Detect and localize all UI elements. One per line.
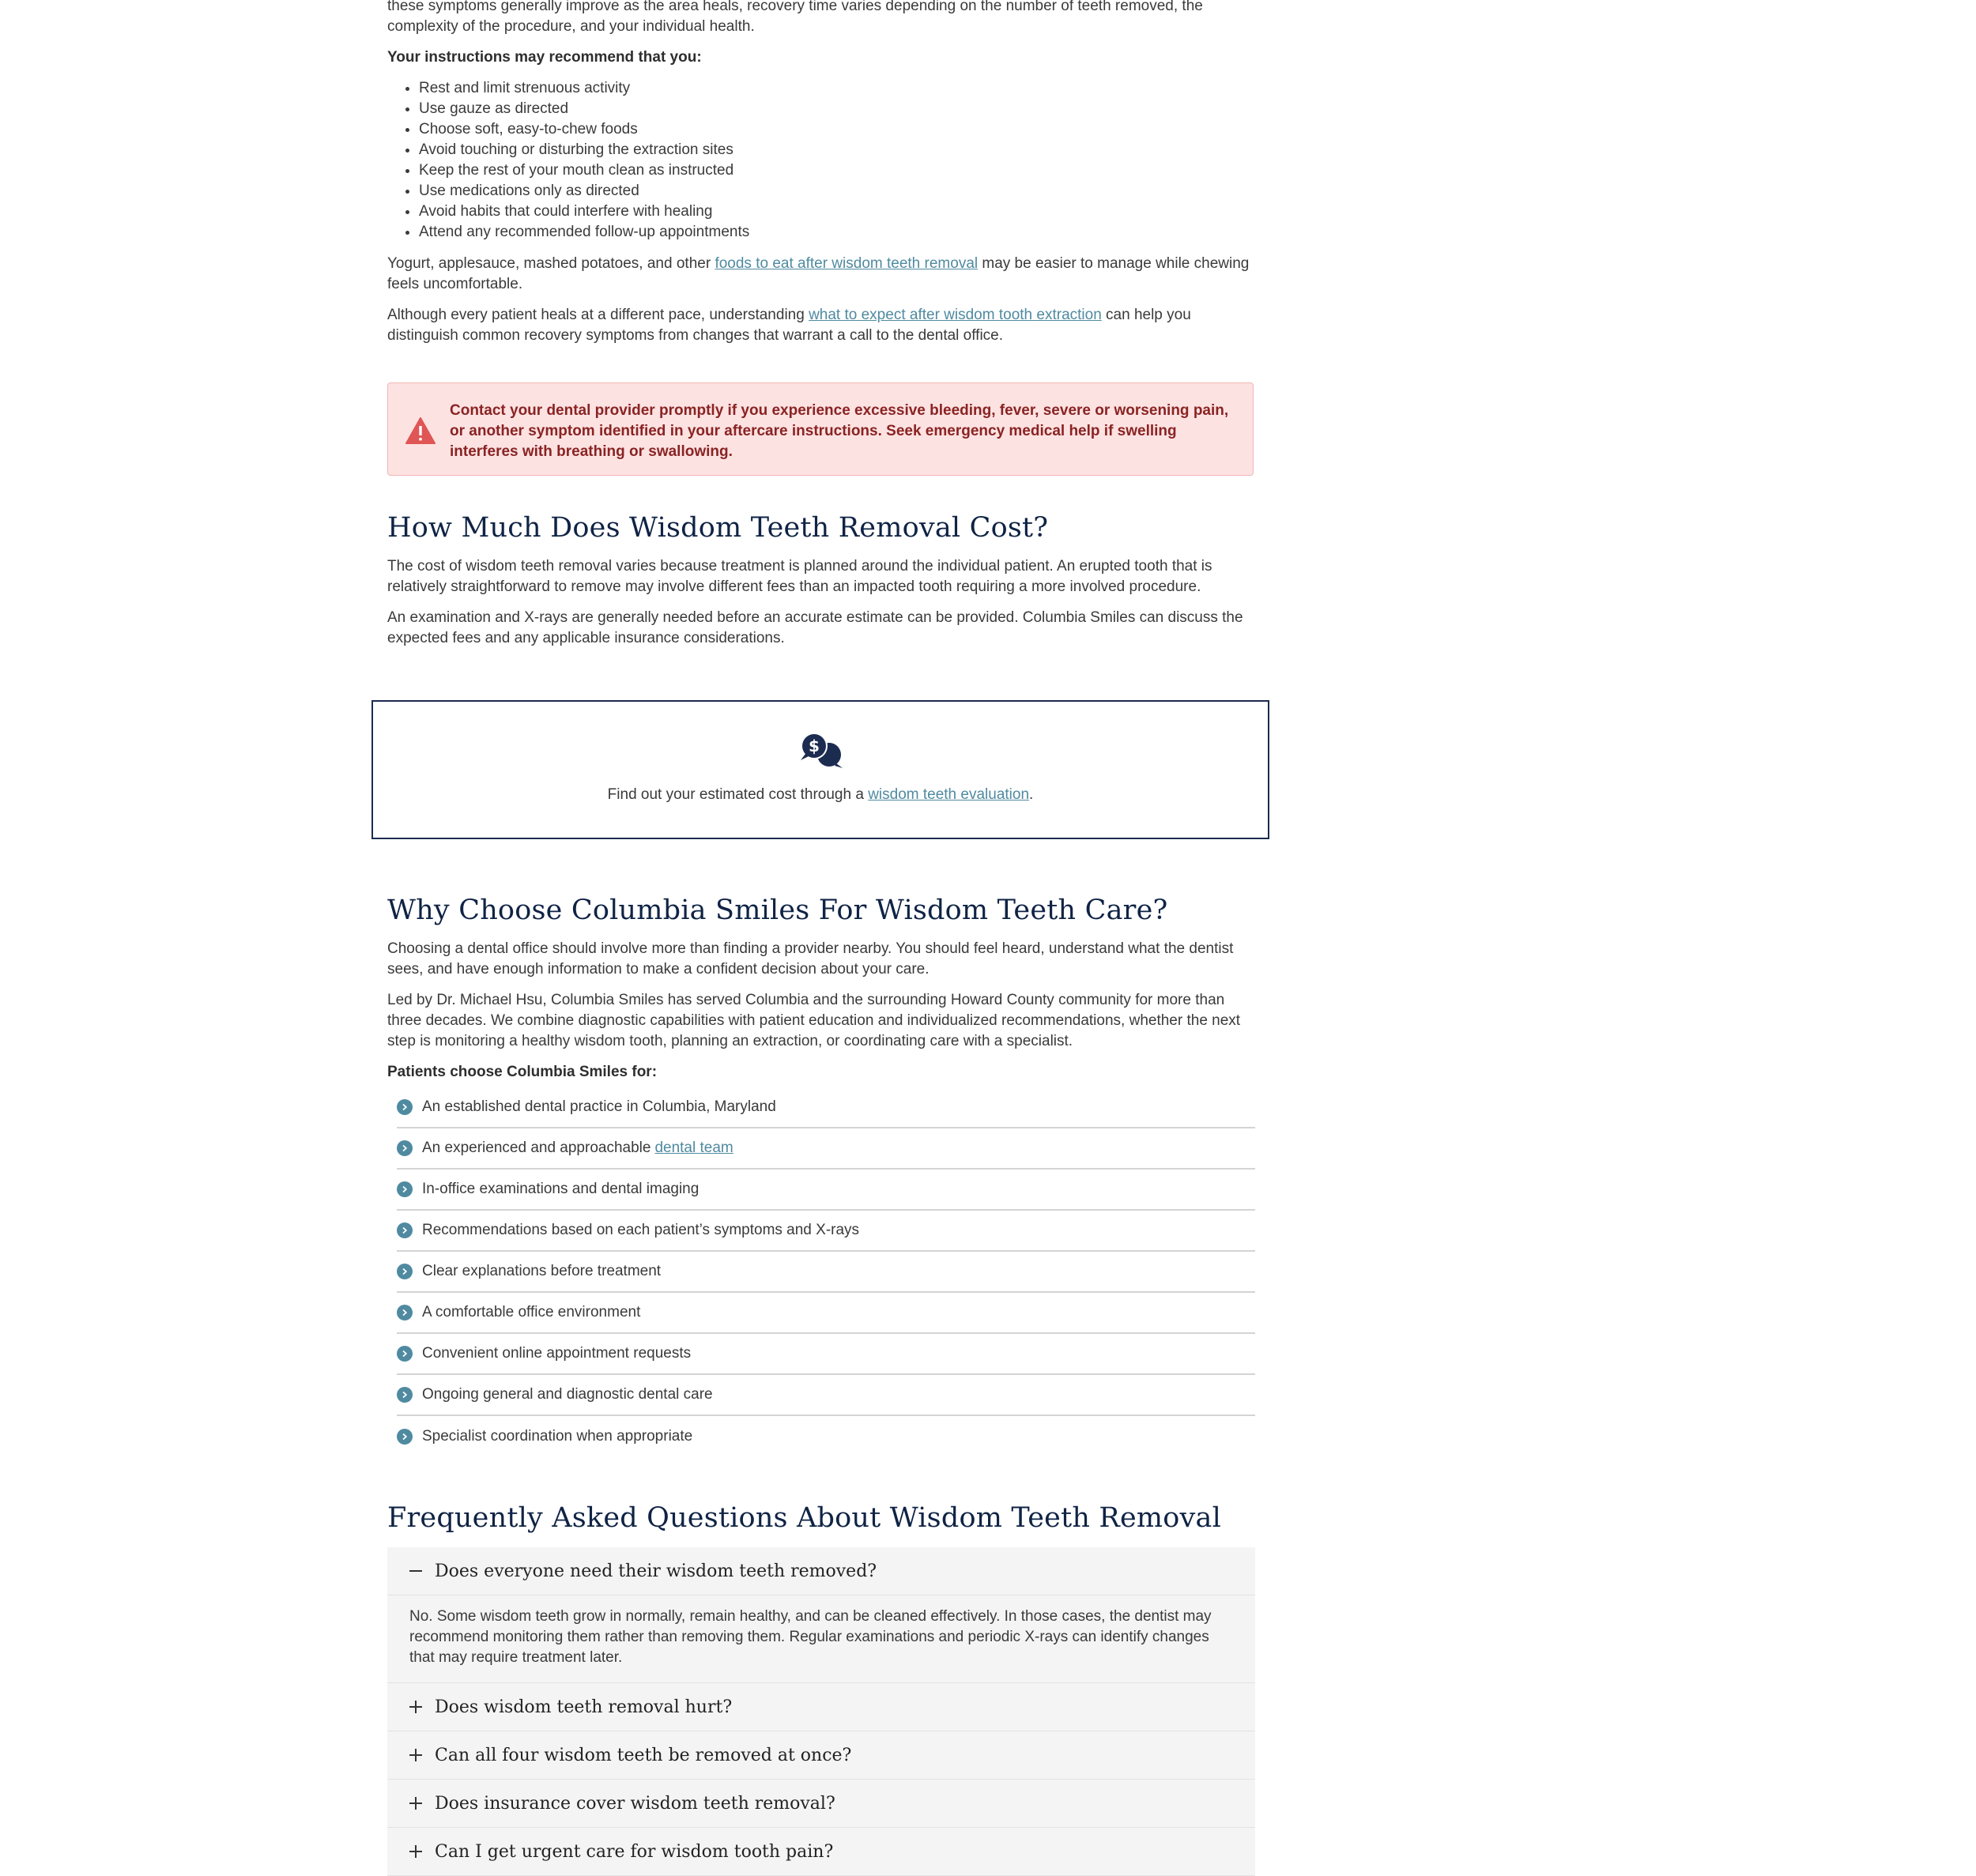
list-item: • Keep the rest of your mouth clean as instructed (419, 160, 1209, 181)
list-item: Recommendations based on each patient’s symptoms and X-rays (397, 1211, 1255, 1252)
cost-heading: How Much Does Wisdom Teeth Removal Cost? (387, 512, 1049, 544)
faq-question-text: Can I get urgent care for wisdom tooth pain? (435, 1841, 834, 1862)
list-item: • Rest and limit strenuous activity (419, 78, 1209, 99)
list-item: Ongoing general and diagnostic dental care (397, 1375, 1255, 1416)
chevron-right-icon (397, 1140, 413, 1156)
chevron-right-icon (397, 1264, 413, 1279)
faq-item (387, 1731, 1255, 1780)
cost-paragraph-2: An examination and X-rays are generally needed before an accurate estimate can be provided. Columbia Smiles can discuss the expected fees and any applicable insurance considerations. (387, 609, 1243, 646)
dollar-chat-bubbles-icon (798, 732, 846, 770)
faq-answer: No. Some wisdom teeth grow in normally, remain healthy, and can be cleaned effectively. In those cases, the dentist may recommend monitoring them rather than removing them. Regular examinations and periodic X-rays can identify changes that may require treatment later. (387, 1595, 1255, 1682)
list-item: • Use gauze as directed (419, 99, 1209, 119)
faq-item (387, 1780, 1255, 1828)
faq-item (387, 1683, 1255, 1731)
minus-icon (408, 1563, 424, 1579)
why-paragraph-1: Choosing a dental office should involve more than finding a provider nearby. You should feel heard, understand what the dentist sees, and have enough information to make a confident decision about your care. (387, 940, 1234, 978)
patients-choose-heading: Patients choose Columbia Smiles for: (387, 1064, 658, 1080)
cost-paragraph-1: The cost of wisdom teeth removal varies because treatment is planned around the individual patient. An erupted tooth that is relatively straightforward to remove may involve different fees than an impacted tooth requiring a more involved procedure. (387, 558, 1212, 595)
instructions-heading: Your instructions may recommend that you: (387, 49, 702, 66)
chevron-right-icon (397, 1346, 413, 1362)
faq-question-toggle[interactable] (387, 1780, 1255, 1827)
chevron-right-icon (397, 1305, 413, 1320)
plus-icon (408, 1795, 424, 1811)
instructions-list (387, 78, 1209, 243)
list-item: Clear explanations before treatment (397, 1252, 1255, 1293)
faq-question-text: Does insurance cover wisdom teeth removal? (435, 1793, 835, 1814)
plus-icon (408, 1747, 424, 1763)
list-item: • Avoid touching or disturbing the extraction sites (419, 140, 1209, 160)
faq-heading: Frequently Asked Questions About Wisdom Teeth Removal (387, 1502, 1221, 1534)
faq-question-text: Can all four wisdom teeth be removed at once? (435, 1745, 852, 1765)
expect-link[interactable]: what to expect after wisdom tooth extraction (809, 307, 1102, 323)
plus-icon (408, 1844, 424, 1859)
faq-question-toggle[interactable] (387, 1731, 1255, 1779)
faq-question-toggle[interactable] (387, 1547, 1255, 1595)
faq-item (387, 1828, 1255, 1876)
dental-team-link[interactable]: dental team (654, 1140, 733, 1156)
list-item: A comfortable office environment (397, 1293, 1255, 1334)
chevron-right-icon (397, 1222, 413, 1238)
list-item: Convenient online appointment requests (397, 1334, 1255, 1375)
svg-text:$: $ (809, 736, 820, 755)
faq-item (387, 1547, 1255, 1683)
list-item: • Choose soft, easy-to-chew foods (419, 119, 1209, 140)
foods-paragraph: Yogurt, applesauce, mashed potatoes, and other foods to eat after wisdom teeth removal may be easier to manage while chewing feels uncomfortable. (387, 255, 1250, 292)
chevron-right-icon (397, 1099, 413, 1115)
list-item: • Use medications only as directed (419, 181, 1209, 202)
list-item: • Avoid habits that could interfere with healing (419, 202, 1209, 222)
alert-text: Contact your dental provider promptly if you experience excessive bleeding, fever, severe or worsening pain, or another symptom identified in your aftercare instructions. Seek emergency medical help if swelling interferes with breathing or swallowing. (450, 402, 1229, 460)
why-heading: Why Choose Columbia Smiles For Wisdom Teeth Care? (387, 895, 1168, 926)
cost-box-text: Find out your estimated cost through a wisdom teeth evaluation. (607, 786, 1034, 803)
foods-link[interactable]: foods to eat after wisdom teeth removal (715, 255, 979, 272)
warning-alert (387, 382, 1254, 476)
faq-question-toggle[interactable] (387, 1828, 1255, 1875)
chevron-right-icon (397, 1387, 413, 1403)
list-item: In-office examinations and dental imaging (397, 1170, 1255, 1211)
list-item: An experienced and approachable dental team (397, 1128, 1255, 1170)
list-item: An established dental practice in Columbia, Maryland (397, 1087, 1255, 1128)
warning-triangle-icon (405, 417, 436, 444)
why-paragraph-2: Led by Dr. Michael Hsu, Columbia Smiles has served Columbia and the surrounding Howard County community for more than three decades. We combine diagnostic capabilities with patient education and individualized recommendations, whether the next step is monitoring a healthy wisdom tooth, planning an extraction, or coordinating care with a specialist. (387, 992, 1241, 1049)
faq-question-text: Does everyone need their wisdom teeth removed? (435, 1561, 877, 1581)
recovery-paragraph: these symptoms generally improve as the area heals, recovery time varies depending on the number of teeth removed, the complexity of the procedure, and your individual health. (387, 0, 1203, 35)
faq-question-text: Does wisdom teeth removal hurt? (435, 1697, 733, 1717)
plus-icon (408, 1699, 424, 1715)
wisdom-teeth-evaluation-link[interactable]: wisdom teeth evaluation (868, 786, 1030, 803)
list-item: • Attend any recommended follow-up appointments (419, 222, 1209, 243)
cost-estimate-box (371, 700, 1269, 839)
expect-paragraph: Although every patient heals at a different pace, understanding what to expect after wisdom tooth extraction can help you distinguish common recovery symptoms from changes that warrant a call to the dental office. (387, 307, 1191, 344)
faq-accordion (387, 1547, 1255, 1876)
chevron-right-icon (397, 1429, 413, 1445)
faq-question-toggle[interactable] (387, 1683, 1255, 1731)
list-item: Specialist coordination when appropriate (397, 1416, 1255, 1457)
chevron-right-icon (397, 1181, 413, 1197)
reasons-list (397, 1087, 1255, 1457)
